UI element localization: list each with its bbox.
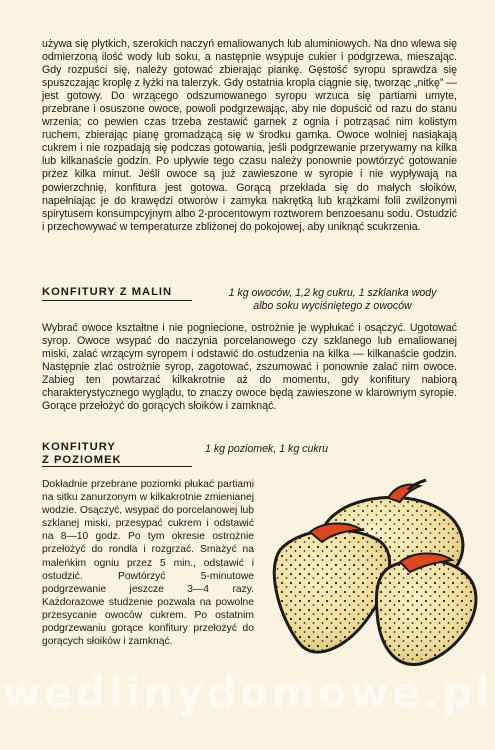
heading-poziomek-line2: Z POZIOMEK	[42, 454, 192, 468]
ingredients-poziomki: 1 kg poziomek, 1 kg cukru	[205, 443, 329, 455]
strawberry-front	[376, 554, 476, 665]
heading-konfitury-z-poziomek	[42, 441, 192, 467]
strawberries-illustration-icon	[270, 472, 480, 672]
method-maliny: Wybrać owoce kształtne i nie pogniecione, ostrożnie je wypłukać i osączyć. Ugotować syrop. Owoce wsypać do naczynia porcelanowego czy szklanego lub emaliowanej miski, zalać wrzącym syropem i odstawić do ostudzenia na kilka — kilkanaście godzin. Następnie zlać ostrożnie syrop, zagotować, zszumować i ponownie zalać nim owoce. Zabieg ten powtarzać kilkakrotnie aż do momentu, gdy konfitury nabiorą charakterystycznego wyglądu, to znaczy owoce będą zawieszone w klarownym syropie. Gorące przełożyć do gorących słoików i zamknąć.	[42, 322, 457, 413]
recipe-intro-paragraph: używa się płytkich, szerokich naczyń emaliowanych lub aluminiowych. Na dno wlewa się odmierzoną ilość wody lub soku, a następnie wsypuje cukier i podgrzewa, mieszając. Gdy rozpuści się, należy gotować zbierając piankę. Gęstość syropu sprawdza się spuszczając kroplę z łyżki na talerzyk. Gdy ostatnia kropla ciągnie się, tworząc „nitkę” — jest gotowy. Do wrzącego odszumowanego syropu wrzuca się partiami umyte, przebrane i osuszone owoce, powoli podgrzewając, aby nie dopuścić od razu do stanu wrzenia; co pewien czas trzeba zestawić garnek z ognia i potrząsać nim kolistym ruchem, zbierając pianę gromadzącą się w środku garnka. Owoce wolniej nasiąkają cukrem i nie rozpadają się podczas gotowania, jeśli podgrzewanie przerywamy na kilka lub kilkanaście godzin. Po upływie tego czasu należy ponownie powtórzyć gotowanie przez kilka minut. Jeśli owoce są już zawieszone w syropie i nie wypływają na powierzchnię, konfitura jest gotowa. Gorącą przekłada się do małych słoików, napełniając je do krawędzi otworów i zamyka nakrętką lub krążkami folii zwilżonymi spirytusem konsumpcyjnym albo 2-procentowym roztworem benzoesanu sodu. Ostudzić i przechowywać w temperaturze zbliżonej do pokojowej, aby uniknąć scukrzenia.	[42, 38, 457, 233]
heading-poziomek-line1: KONFITURY	[42, 441, 116, 453]
strawberry-left	[274, 524, 389, 653]
watermark: wedlinydomowe.pl	[2, 668, 493, 717]
ingredients-maliny	[205, 287, 460, 313]
method-poziomki: Dokładnie przebrane poziomki płukać partiami na sitku zanurzonym w kilkakrotnie zmienianej wodzie. Osączyć, wsypać do porcelanowej lub szklanej miski, przesypać cukrem i odstawić na 8—10 godz. Po tym okresie ostrożnie przełożyć do rondla i rozgrzać. Smażyć na maleńkim ogniu przez 5 min., odstawić i ostudzić. Powtórzyć 5-minutowe podgrzewanie jeszcze 3—4 razy. Każdorazowe studzenie pozwala na powolne przesycanie owoców cukrem. Po ostatnim podgrzewaniu gorące konfitury przełożyć do gorących słoików i zamknąć.	[42, 479, 254, 648]
ingredients-maliny-line1: 1 kg owoców, 1,2 kg cukru, 1 szklanka wody	[228, 287, 437, 299]
ingredients-maliny-line2: albo soku wyciśniętego z owoców	[253, 300, 412, 312]
heading-konfitury-z-malin: KONFITURY Z MALIN	[42, 286, 192, 301]
